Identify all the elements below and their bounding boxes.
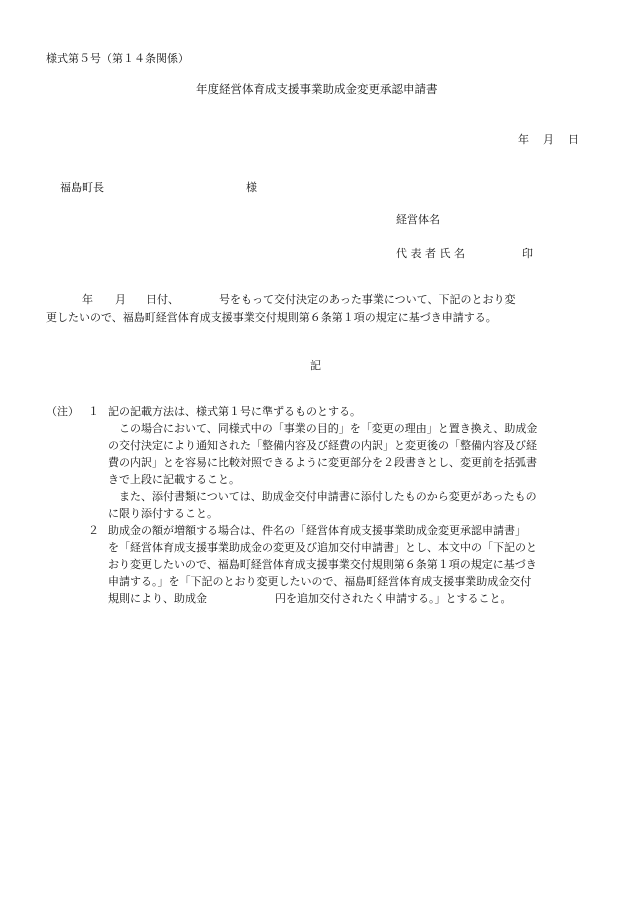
entity-name-label: 経営体名 [396, 213, 440, 226]
note-2-line-5a: 規則により、助成金 [108, 592, 207, 605]
note-1-line-5: きで上段に記載すること。 [108, 473, 240, 486]
note-1-number: １ [88, 405, 99, 418]
ki-heading: 記 [310, 359, 321, 372]
note-1-line-6: また、添付書類については、助成金交付申請書に添付したものから変更があったもの [119, 490, 537, 503]
note-2-line-3: おり変更したいので、福島町経営体育成支援事業交付規則第６条第１項の規定に基づき [108, 558, 537, 571]
note-1-line-4: 費の内訳」とを容易に比較対照できるように変更部分を２段書きとし、変更前を括弧書 [108, 456, 537, 469]
note-1-line-2: この場合において、同様式中の「事業の目的」を「変更の理由」と置き換え、助成金 [119, 422, 538, 435]
document-title: 年度経営体育成支援事業助成金変更承認申請書 [196, 82, 438, 96]
note-2-line-5b: 円を追加交付されたく申請する。」とすること。 [275, 592, 512, 605]
note-2-line-1: 助成金の額が増額する場合は、件名の「経営体育成支援事業助成金変更承認申請書」 [108, 524, 526, 537]
notes-label: （注） [46, 405, 79, 418]
body-line-1 [82, 294, 515, 305]
form-number: 様式第５号（第１４条関係） [46, 52, 189, 65]
body-number-text: 号をもって交付決定のあった事業について、下記のとおり変 [219, 293, 516, 306]
note-1-line-7: に限り添付すること。 [108, 507, 218, 520]
date-year: 年 [518, 133, 529, 146]
note-2-line-2: を「経営体育成支援事業助成金の変更及び追加交付申請書」とし、本文中の「下記のと [108, 541, 537, 554]
note-2-line-5 [108, 593, 512, 604]
body-line-2: 更したいので、福島町経営体育成支援事業交付規則第６条第１項の規定に基づき申請する。 [46, 311, 497, 324]
body-month: 月 [115, 293, 126, 306]
date-line [518, 134, 579, 145]
date-day: 日 [568, 133, 579, 146]
note-1-line-3: の交付決定により通知された「整備内容及び経費の内訳」と変更後の「整備内容及び経 [108, 439, 537, 452]
body-day: 日付、 [146, 293, 179, 306]
note-1-line-1: 記の記載方法は、様式第１号に準ずるものとする。 [108, 405, 361, 418]
seal-mark: 印 [522, 247, 533, 260]
addressee-honorific: 様 [246, 181, 257, 194]
note-2-number: ２ [88, 524, 99, 537]
addressee-name: 福島町長 [60, 181, 104, 194]
date-month: 月 [543, 133, 554, 146]
representative-label: 代 表 者 氏 名 [396, 247, 465, 260]
body-year: 年 [82, 293, 93, 306]
note-2-line-4: 申請する。」を「下記のとおり変更したいので、福島町経営体育成支援事業助成金交付 [108, 575, 532, 588]
